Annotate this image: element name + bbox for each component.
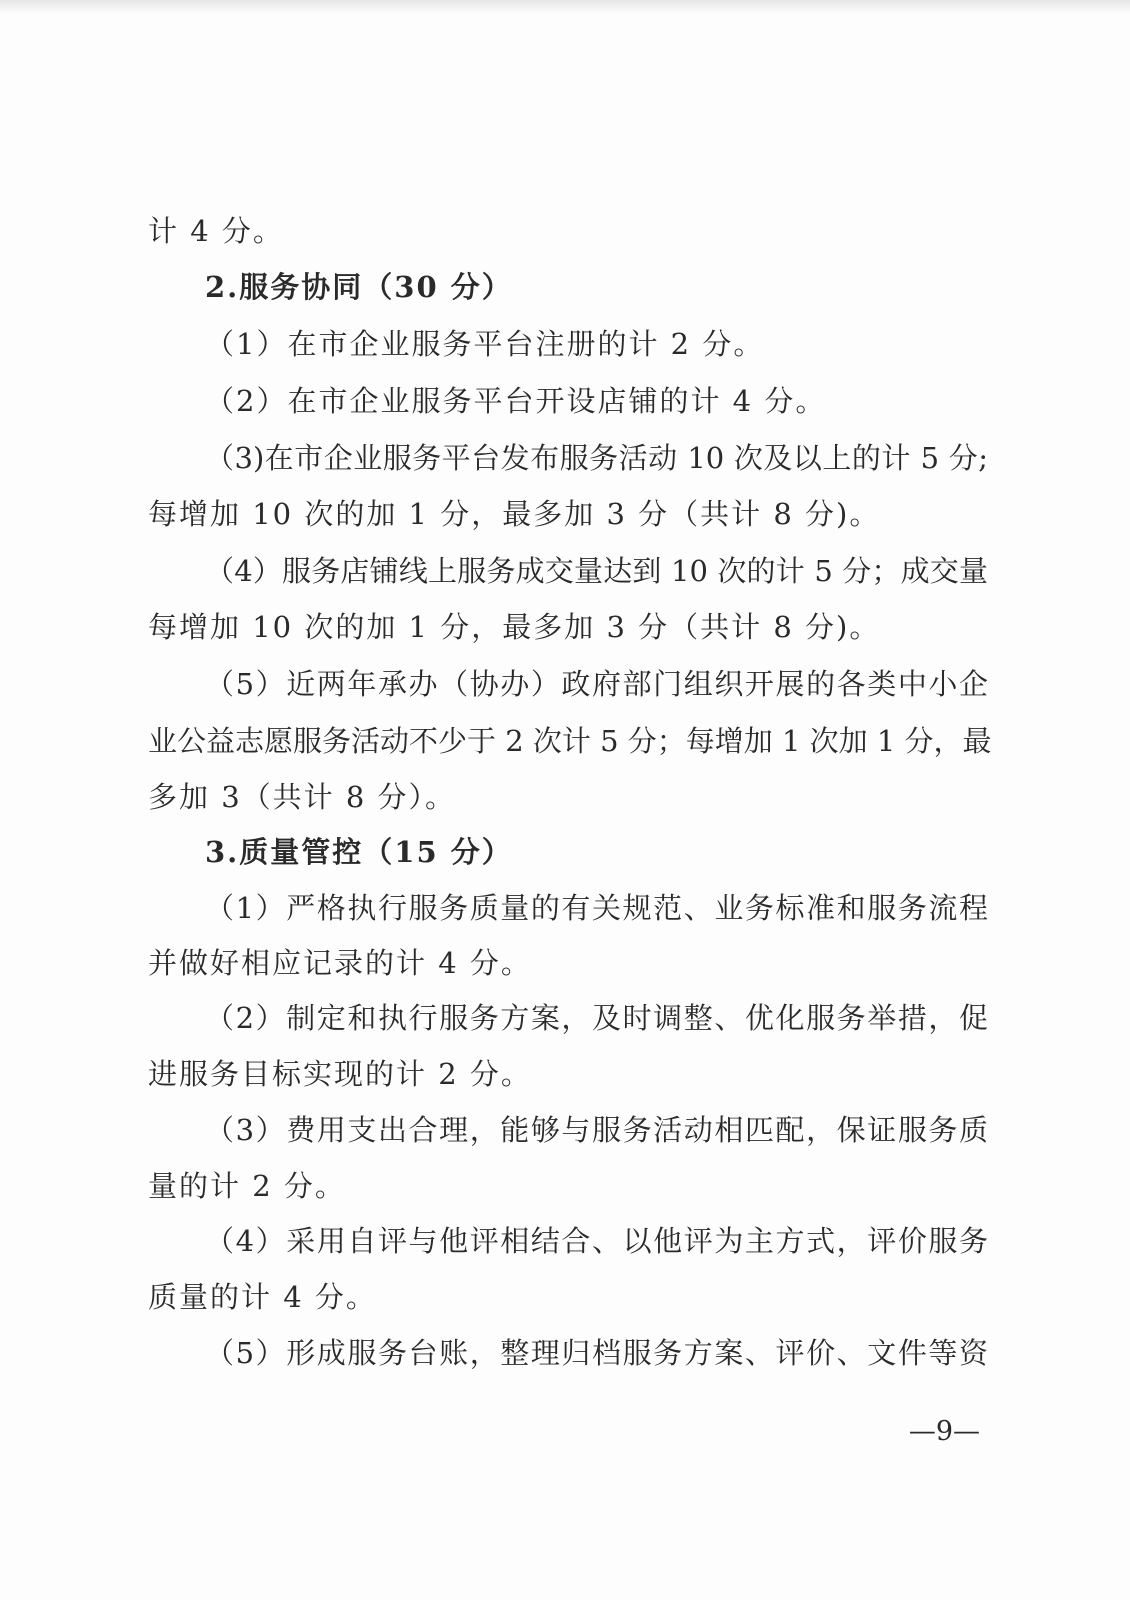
text-line: （5）形成服务台账，整理归档服务方案、评价、文件等资 [205,1336,988,1370]
text-line: （4）服务店铺线上服务成交量达到 10 次的计 5 分；成交量 [205,554,988,588]
text-line: 并做好相应记录的计 4 分。 [148,946,532,980]
page-number: —9— [908,1416,980,1447]
text-line: （3)在市企业服务平台发布服务活动 10 次及以上的计 5 分; [205,441,988,475]
text-line: 量的计 2 分。 [148,1169,346,1203]
text-line: （3）费用支出合理，能够与服务活动相匹配，保证服务质 [205,1113,988,1147]
text-line: 计 4 分。 [148,214,284,248]
text-line: 业公益志愿服务活动不少于 2 次计 5 分；每增加 1 次加 1 分，最 [148,724,992,758]
section-heading-service-collaboration: 2.服务协同（30 分） [205,270,513,304]
text-line: （1）严格执行服务质量的有关规范、业务标准和服务流程 [205,891,988,925]
text-line: 进服务目标实现的计 2 分。 [148,1057,532,1091]
text-line: 每增加 10 次的加 1 分，最多加 3 分（共计 8 分)。 [148,610,881,644]
text-line: （2）在市企业服务平台开设店铺的计 4 分。 [205,384,827,418]
text-line: 每增加 10 次的加 1 分，最多加 3 分（共计 8 分)。 [148,497,881,531]
text-line: 多加 3（共计 8 分）。 [148,780,457,814]
text-line: （1）在市企业服务平台注册的计 2 分。 [205,327,765,361]
text-line: （4）采用自评与他评相结合、以他评为主方式，评价服务 [205,1224,988,1258]
text-line: （2）制定和执行服务方案，及时调整、优化服务举措，促 [205,1001,988,1035]
text-line: 质量的计 4 分。 [148,1280,377,1314]
section-heading-quality-control: 3.质量管控（15 分） [205,835,513,869]
text-line: （5）近两年承办（协办）政府部门组织开展的各类中小企 [205,667,988,701]
scan-top-edge [0,0,1130,14]
